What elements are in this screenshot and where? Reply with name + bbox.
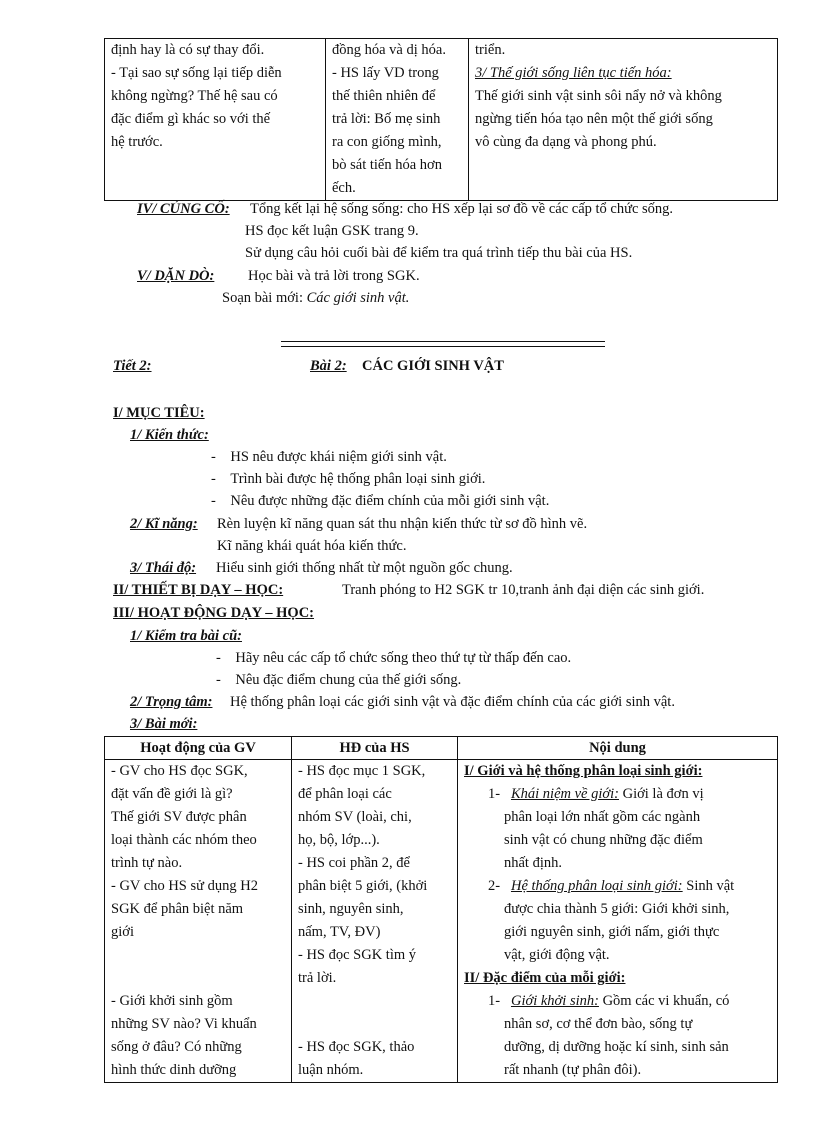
hs-line: trả lời. <box>298 970 337 986</box>
gv-line: sống ở đâu? Có những <box>111 1039 242 1055</box>
kiem-tra-text: Hãy nêu các cấp tổ chức sống theo thứ tự từ thấp đến cao. <box>235 650 572 666</box>
bai-moi-label: 3/ Bài mới: <box>130 716 198 732</box>
cung-co-line: Sử dụng câu hỏi cuối bài để kiểm tra quá trình tiếp thu bài của HS. <box>245 245 633 261</box>
cont-gv-line: đặc điểm gì khác so với thế <box>111 111 271 127</box>
gv-line: loại thành các nhóm theo <box>111 832 257 848</box>
hs-line: để phân loại các <box>298 786 392 802</box>
nd-item-1-line: phân loại lớn nhất gồm các ngành <box>504 809 701 825</box>
gv-line <box>111 967 285 990</box>
kiem-tra-text: Nêu đặc điểm chung của thế giới sống. <box>235 672 462 688</box>
gv-cell <box>105 760 292 1083</box>
nd-item-2-num: 2- <box>488 878 501 894</box>
kiem-tra-item: - Hãy nêu các cấp tổ chức sống theo thứ tự từ thấp đến cao. <box>216 650 572 666</box>
nd-item-1 <box>464 783 771 806</box>
hs-line: nhóm SV (loài, chi, <box>298 809 412 825</box>
gv-line: trình tự nào. <box>111 855 183 871</box>
section-divider <box>281 341 605 347</box>
nd-item-3-text: Gồm các vi khuẩn, có <box>602 993 730 1009</box>
cont-nd-line: Thế giới sinh vật sinh sôi nẩy nở và không <box>475 88 722 104</box>
dan-do-new-lesson: Các giới sinh vật. <box>306 290 410 306</box>
cont-nd-cell <box>469 39 778 201</box>
thai-do-line: Hiểu sinh giới thống nhất từ một nguồn gốc chung. <box>216 560 513 576</box>
kiem-tra-label: 1/ Kiểm tra bài cũ: <box>130 628 242 644</box>
nd-item-3-line: nhân sơ, cơ thể đơn bào, sống tự <box>504 1016 693 1032</box>
kien-thuc-item: - Nêu được những đặc điểm chính của mỗi giới sinh vật. <box>211 493 550 509</box>
cont-nd-line: vô cùng đa dạng và phong phú. <box>475 134 657 150</box>
continuation-table <box>104 38 778 201</box>
cung-co-line: Tổng kết lại hệ sống sống: cho HS xếp lại sơ đồ về các cấp tổ chức sống. <box>250 201 674 217</box>
ki-nang-line: Kĩ năng khái quát hóa kiến thức. <box>217 538 407 554</box>
nd-item-2-line: vật, giới động vật. <box>504 947 610 963</box>
ki-nang-label: 2/ Kĩ năng: <box>130 516 198 532</box>
cont-nd-line: ngừng tiến hóa tạo nên một thế giới sống <box>475 111 713 127</box>
nd-item-2-title: Hệ thống phân loại sinh giới: <box>510 878 683 894</box>
tiet-label: Tiết 2: <box>113 358 152 374</box>
dan-do-label: V/ DẶN DÒ: <box>137 268 215 284</box>
thiet-bi-text: Tranh phóng to H2 SGK tr 10,tranh ảnh đại diện các sinh giới. <box>342 582 705 598</box>
cont-gv-line: định hay là có sự thay đổi. <box>111 42 265 58</box>
hs-line: - HS đọc SGK, thảo <box>298 1039 415 1055</box>
nd-item-2-line: được chia thành 5 giới: Giới khởi sinh, <box>504 901 730 917</box>
nd-item-3-num: 1- <box>488 993 501 1009</box>
nd-item-1-text: Giới là đơn vị <box>622 786 704 802</box>
kiem-tra-item: - Nêu đặc điểm chung của thế giới sống. <box>216 672 462 688</box>
cont-gv-line: không ngừng? Thế hệ sau có <box>111 88 278 104</box>
gv-line: giới <box>111 924 134 940</box>
cont-hs-line: ếch. <box>332 180 356 196</box>
muc-tieu-heading: I/ MỤC TIÊU: <box>113 405 205 421</box>
nd-cell <box>458 760 778 1083</box>
cont-nd-line: triển. <box>475 42 506 58</box>
kien-thuc-text: Trình bài được hệ thống phân loại sinh giới. <box>230 471 486 487</box>
thiet-bi-label: II/ THIẾT BỊ DẠY – HỌC: <box>113 582 284 598</box>
hs-line <box>298 1013 451 1036</box>
gv-line: - Giới khởi sinh gồm <box>111 993 233 1009</box>
nd-item-3-line: dưỡng, dị dưỡng hoặc kí sinh, sinh sản <box>504 1039 729 1055</box>
hs-line: - HS coi phần 2, để <box>298 855 410 871</box>
hs-line <box>298 990 451 1013</box>
trong-tam-text: Hệ thống phân loại các giới sinh vật và đặc điểm chính của các giới sinh vật. <box>230 694 675 710</box>
nd-item-1-title: Khái niệm về giới: <box>510 786 619 802</box>
hs-line: phân biệt 5 giới, (khởi <box>298 878 428 894</box>
nd-item-3 <box>464 990 771 1013</box>
hs-line: luận nhóm. <box>298 1062 364 1078</box>
header-gv: Hoạt động của GV <box>105 737 292 760</box>
thai-do-label: 3/ Thái độ: <box>130 560 197 576</box>
dan-do-line2 <box>222 290 409 307</box>
dan-do-line: Học bài và trả lời trong SGK. <box>248 268 420 284</box>
cont-hs-line: trả lời: Bố mẹ sinh <box>332 111 441 127</box>
hs-line: - HS đọc SGK tìm ý <box>298 947 417 963</box>
cung-co-line: HS đọc kết luận GSK trang 9. <box>245 223 419 239</box>
kien-thuc-item: - Trình bài được hệ thống phân loại sinh giới. <box>211 471 486 487</box>
nd-item-1-line: sinh vật có chung những đặc điểm <box>504 832 703 848</box>
nd-item-2-text: Sinh vật <box>686 878 735 894</box>
bai-label: Bài 2: <box>310 358 347 374</box>
cont-hs-line: ra con giống mình, <box>332 134 442 150</box>
hoat-dong-label: III/ HOẠT ĐỘNG DẠY – HỌC: <box>113 605 315 621</box>
nd-item-1-line: nhất định. <box>504 855 562 871</box>
cont-hs-line: đồng hóa và dị hóa. <box>332 42 446 58</box>
nd-item-3-title: Giới khởi sinh: <box>510 993 599 1009</box>
nd-item-2-line: giới nguyên sinh, giới nấm, giới thực <box>504 924 720 940</box>
hs-line: nấm, TV, ĐV) <box>298 924 381 940</box>
cont-nd-heading: 3/ Thế giới sống liên tục tiến hóa: <box>475 65 672 81</box>
lesson-activities-table <box>104 736 778 1083</box>
gv-line <box>111 944 285 967</box>
nd-heading-1: I/ Giới và hệ thống phân loại sinh giới: <box>464 763 703 779</box>
trong-tam-label: 2/ Trọng tâm: <box>130 694 213 710</box>
cont-hs-line: thế thiên nhiên để <box>332 88 436 104</box>
nd-item-1-num: 1- <box>488 786 501 802</box>
hs-line: họ, bộ, lớp...). <box>298 832 380 848</box>
dan-do-prefix: Soạn bài mới: <box>222 290 303 306</box>
gv-line: - GV cho HS sử dụng H2 <box>111 878 258 894</box>
cont-hs-line: - HS lấy VD trong <box>332 65 439 81</box>
cung-co-label: IV/ CỦNG CỐ: <box>137 201 230 217</box>
cont-hs-cell <box>326 39 469 201</box>
nd-item-3-line: rất nhanh (tự phân đôi). <box>504 1062 642 1078</box>
cont-gv-cell <box>105 39 326 201</box>
hs-line: - HS đọc mục 1 SGK, <box>298 763 426 779</box>
header-hs: HĐ của HS <box>292 737 458 760</box>
hs-cell <box>292 760 458 1083</box>
hs-line: sinh, nguyên sinh, <box>298 901 404 917</box>
gv-line: những SV nào? Vi khuẩn <box>111 1016 257 1032</box>
nd-item-2 <box>464 875 771 898</box>
gv-line: Thế giới SV được phân <box>111 809 247 825</box>
ki-nang-line: Rèn luyện kĩ năng quan sát thu nhận kiến thức từ sơ đồ hình vẽ. <box>217 516 588 532</box>
gv-line: SGK để phân biệt năm <box>111 901 244 917</box>
header-nd: Nội dung <box>458 737 778 760</box>
gv-line: đặt vấn đề giới là gì? <box>111 786 233 802</box>
kien-thuc-text: HS nêu được khái niệm giới sinh vật. <box>230 449 447 465</box>
cont-gv-line: - Tại sao sự sống lại tiếp diễn <box>111 65 282 81</box>
nd-heading-2: II/ Đặc điểm của mỗi giới: <box>464 970 626 986</box>
kien-thuc-item: - HS nêu được khái niệm giới sinh vật. <box>211 449 447 465</box>
lesson-title: CÁC GIỚI SINH VẬT <box>362 358 504 374</box>
cont-hs-line: bò sát tiến hóa hơn <box>332 157 442 173</box>
gv-line: hình thức dinh dưỡng <box>111 1062 237 1078</box>
gv-line: - GV cho HS đọc SGK, <box>111 763 248 779</box>
kien-thuc-label: 1/ Kiến thức: <box>130 427 209 443</box>
kien-thuc-text: Nêu được những đặc điểm chính của mỗi giới sinh vật. <box>230 493 550 509</box>
cont-gv-line: hệ trước. <box>111 134 163 150</box>
